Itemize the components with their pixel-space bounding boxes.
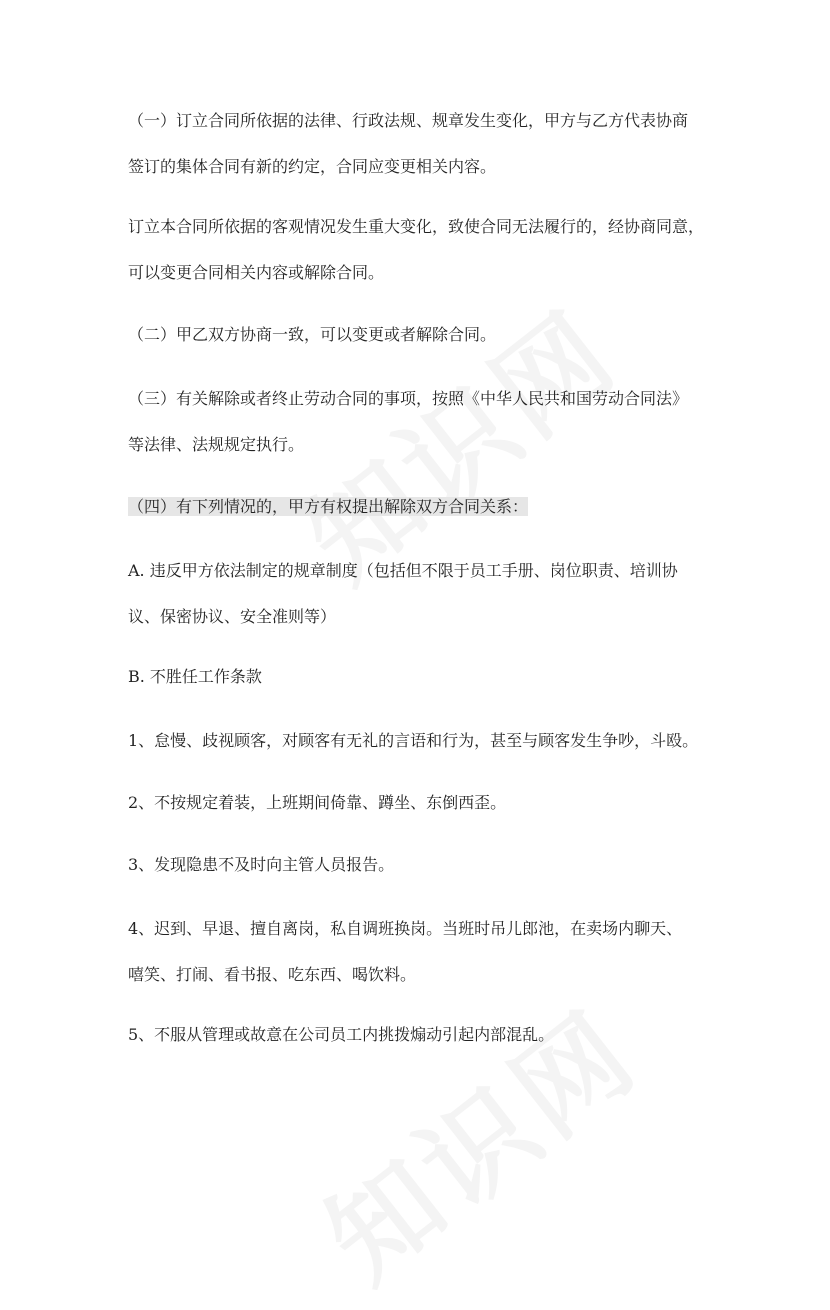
text-line bbox=[128, 484, 718, 530]
paragraph-item-a bbox=[128, 548, 718, 640]
paragraph-contract-change-law bbox=[128, 98, 718, 190]
text-line: 2、不按规定着装，上班期间倚靠、蹲坐、东倒西歪。 bbox=[128, 793, 507, 812]
text-line: （一）订立合同所依据的法律、行政法规、规章发生变化，甲方与乙方代表协商 bbox=[128, 111, 689, 130]
text-line: B. 不胜任工作条款 bbox=[128, 667, 262, 686]
paragraph-rule-3 bbox=[128, 842, 718, 888]
highlighted-text: （四）有下列情况的，甲方有权提出解除双方合同关系： bbox=[128, 497, 529, 516]
paragraph-rule-2 bbox=[128, 780, 718, 826]
text-line: 5、不服从管理或故意在公司员工内挑拨煽动引起内部混乱。 bbox=[128, 1025, 555, 1044]
text-line: 3、发现隐患不及时向主管人员报告。 bbox=[128, 855, 395, 874]
text-line: 嘻笑、打闹、看书报、吃东西、喝饮料。 bbox=[128, 965, 417, 984]
paragraph-rule-4 bbox=[128, 906, 718, 998]
paragraph-objective-change bbox=[128, 204, 718, 296]
text-line: 可以变更合同相关内容或解除合同。 bbox=[128, 263, 385, 282]
paragraph-mutual-agreement bbox=[128, 312, 718, 358]
text-line: 签订的集体合同有新的约定，合同应变更相关内容。 bbox=[128, 157, 497, 176]
text-line: （二）甲乙双方协商一致，可以变更或者解除合同。 bbox=[128, 325, 497, 344]
text-line: 议、保密协议、安全准则等） bbox=[128, 607, 337, 626]
text-line: 等法律、法规规定执行。 bbox=[128, 435, 305, 454]
text-line: 4、迟到、早退、擅自离岗，私自调班换岗。当班时吊儿郎池，在卖场内聊天、 bbox=[128, 919, 683, 938]
paragraph-rule-1 bbox=[128, 718, 718, 764]
paragraph-termination-law bbox=[128, 376, 718, 468]
text-line: A. 违反甲方依法制定的规章制度（包括但不限于员工手册、岗位职责、培训协 bbox=[128, 561, 678, 580]
text-line: 1、怠慢、歧视顾客，对顾客有无礼的言语和行为，甚至与顾客发生争吵，斗殴。 bbox=[128, 731, 699, 750]
text-line: （三）有关解除或者终止劳动合同的事项，按照《中华人民共和国劳动合同法》 bbox=[128, 389, 689, 408]
paragraph-rule-5 bbox=[128, 1012, 718, 1058]
paragraph-item-b bbox=[128, 654, 718, 700]
text-line: 订立本合同所依据的客观情况发生重大变化，致使合同无法履行的，经协商同意， bbox=[128, 217, 705, 236]
paragraph-dismissal-conditions bbox=[128, 484, 718, 530]
